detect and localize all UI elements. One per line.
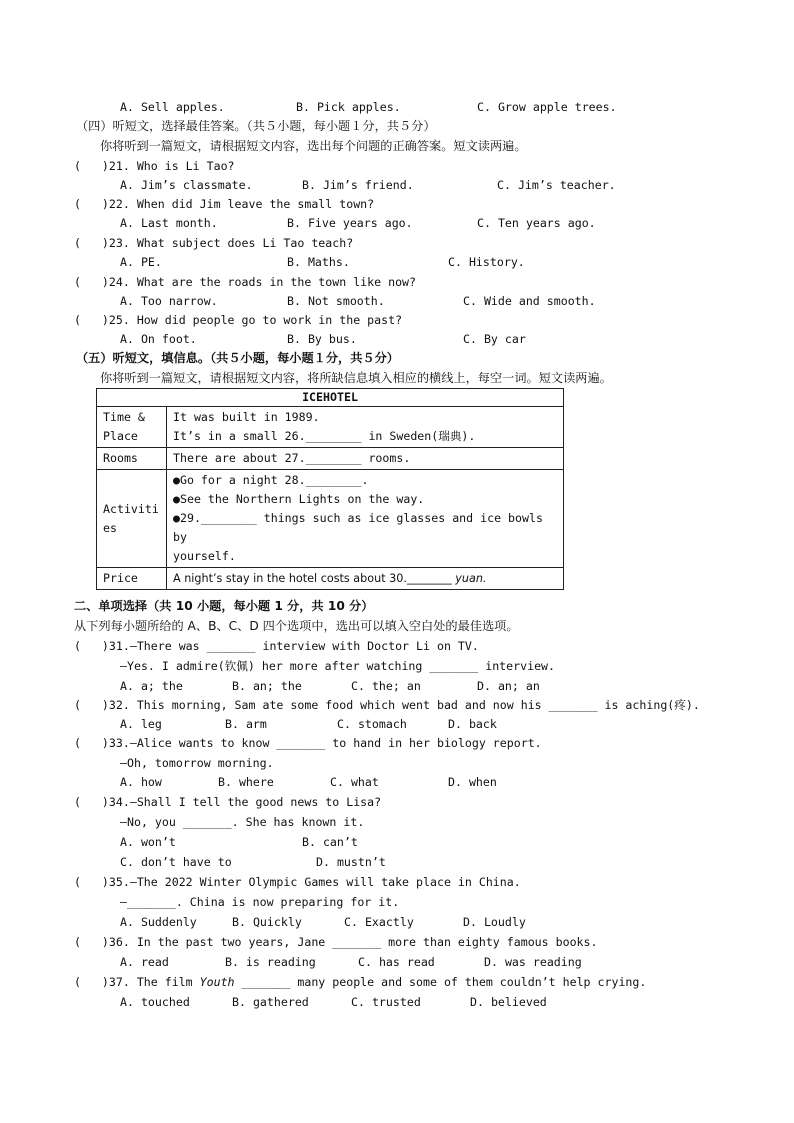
q21-stem: ( )21. Who is Li Tao? — [74, 159, 235, 173]
q25-option-c: C. By car — [463, 332, 526, 346]
q24-option-c: C. Wide and smooth. — [463, 294, 596, 308]
q31-option-c: C. the; an — [351, 679, 421, 693]
q24-option-b: B. Not smooth. — [287, 294, 385, 308]
q33-option-a: A. how — [120, 775, 162, 789]
cell-line: It was built in 1989. — [173, 410, 320, 424]
q37-option-d: D. believed — [470, 995, 547, 1009]
q35-option-c: C. Exactly — [344, 915, 414, 929]
q37-option-a: A. touched — [120, 995, 190, 1009]
q21-option-c: C. Jim’s teacher. — [497, 178, 616, 192]
cell-line: ●See the Northern Lights on the way. — [173, 492, 425, 506]
row-value-rooms — [167, 448, 564, 470]
q31-option-d: D. an; an — [477, 679, 540, 693]
icehotel-table — [96, 388, 564, 590]
section4-title: （四）听短文，选择最佳答案。（共５小题，每小题１分，共５分） — [76, 119, 436, 133]
table-heading: ICEHOTEL — [97, 389, 564, 407]
row-value-activities — [167, 470, 564, 568]
section4-instruction: 你将听到一篇短文，请根据短文内容，选出每个问题的正确答案。短文读两遍。 — [100, 139, 527, 153]
q35-stem: ( )35.—The 2022 Winter Olympic Games will take place in China. — [74, 875, 521, 889]
table-row — [97, 568, 564, 590]
q36-option-a: A. read — [120, 955, 169, 969]
q23-option-a: A. PE. — [120, 255, 162, 269]
q23-option-c: C. History. — [448, 255, 525, 269]
q23-stem: ( )23. What subject does Li Tao teach? — [74, 236, 354, 250]
q36-stem: ( )36. In the past two years, Jane _______ more than eighty famous books. — [74, 935, 598, 949]
q35-option-a: A. Suddenly — [120, 915, 197, 929]
table-row — [97, 407, 564, 448]
q33-option-d: D. when — [448, 775, 497, 789]
cell-line: ●29.________ things such as ice glasses and ice bowls by — [173, 511, 543, 544]
section5-instruction: 你将听到一篇短文，请根据短文内容，将所缺信息填入相应的横线上，每空一词。短文读两遍。 — [100, 371, 612, 385]
q33-line2: —Oh, tomorrow morning. — [120, 756, 274, 770]
q36-option-c: C. has read — [358, 955, 435, 969]
q32-option-c: C. stomach — [337, 717, 407, 731]
q22-option-c: C. Ten years ago. — [477, 216, 596, 230]
q36-option-b: B. is reading — [225, 955, 316, 969]
q37-film-title: Youth — [199, 975, 235, 989]
q34-option-b: B. can’t — [302, 835, 358, 849]
q35-option-b: B. Quickly — [232, 915, 302, 929]
q24-option-a: A. Too narrow. — [120, 294, 218, 308]
price-unit: yuan. — [455, 572, 487, 585]
q25-option-a: A. On foot. — [120, 332, 197, 346]
q37-option-c: C. trusted — [351, 995, 421, 1009]
q37-option-b: B. gathered — [232, 995, 309, 1009]
row-value-price — [167, 568, 564, 590]
q32-option-d: D. back — [448, 717, 497, 731]
q34-option-d: D. mustn’t — [316, 855, 386, 869]
price-text: A night’s stay in the hotel costs about 30.________ — [173, 572, 456, 585]
q22-stem: ( )22. When did Jim leave the small town? — [74, 197, 375, 211]
q21-option-b: B. Jim’s friend. — [302, 178, 414, 192]
table-row — [97, 470, 564, 568]
q36-option-d: D. was reading — [484, 955, 582, 969]
q21-option-a: A. Jim’s classmate. — [120, 178, 253, 192]
row-key-price: Price — [97, 568, 167, 590]
q34-stem: ( )34.—Shall I tell the good news to Lisa? — [74, 795, 382, 809]
cell-line: It’s in a small 26.________ in Sweden(瑞典). — [173, 429, 476, 443]
row-value-time-place — [167, 407, 564, 448]
cell-line: ●Go for a night 28.________. — [173, 473, 369, 487]
q24-stem: ( )24. What are the roads in the town like now? — [74, 275, 417, 289]
q25-option-b: B. By bus. — [287, 332, 357, 346]
row-key-rooms: Rooms — [97, 448, 167, 470]
q32-option-b: B. arm — [225, 717, 267, 731]
row-key-time-place: Time & Place — [97, 407, 167, 448]
q32-option-a: A. leg — [120, 717, 162, 731]
table-row — [97, 448, 564, 470]
q34-line2: —No, you _______. She has known it. — [120, 815, 365, 829]
q32-stem: ( )32. This morning, Sam ate some food which went bad and now his _______ is aching(疼). — [74, 698, 700, 712]
q33-option-c: C. what — [330, 775, 379, 789]
q35-line2: —_______. China is now preparing for it. — [120, 895, 400, 909]
cell-line: There are about 27.________ rooms. — [173, 451, 411, 465]
q33-stem: ( )33.—Alice wants to know _______ to hand in her biology report. — [74, 736, 542, 750]
q37-stem-pre: ( )37. The film — [74, 975, 200, 989]
table-header-row — [97, 389, 564, 407]
q20-option-c: C. Grow apple trees. — [477, 100, 617, 114]
q23-option-b: B. Maths. — [287, 255, 350, 269]
q20-option-b: B. Pick apples. — [296, 100, 401, 114]
q33-option-b: B. where — [218, 775, 274, 789]
q20-option-a: A. Sell apples. — [120, 100, 225, 114]
q31-line2: —Yes. I admire(钦佩) her more after watching _______ interview. — [120, 659, 556, 673]
q22-option-b: B. Five years ago. — [287, 216, 413, 230]
section5-title: （五）听短文，填信息。（共５小题，每小题１分，共５分） — [76, 351, 399, 365]
q25-stem: ( )25. How did people go to work in the past? — [74, 313, 403, 327]
row-key-activities: Activities — [97, 470, 167, 568]
q34-option-c: C. don’t have to — [120, 855, 232, 869]
q37-stem-post: _______ many people and some of them couldn’t help crying. — [234, 975, 647, 989]
q31-stem: ( )31.—There was _______ interview with Doctor Li on TV. — [74, 639, 479, 653]
q34-option-a: A. won’t — [120, 835, 176, 849]
q31-option-a: A. a; the — [120, 679, 183, 693]
part2-instruction: 从下列每小题所给的 A、B、C、D 四个选项中，选出可以填入空白处的最佳选项。 — [74, 619, 519, 633]
part2-title: 二、单项选择（共 10 小题，每小题 1 分，共 10 分） — [74, 599, 374, 613]
q37-stem — [74, 973, 646, 991]
q31-option-b: B. an; the — [232, 679, 302, 693]
q35-option-d: D. Loudly — [463, 915, 526, 929]
q22-option-a: A. Last month. — [120, 216, 218, 230]
cell-line: yourself. — [173, 549, 236, 563]
